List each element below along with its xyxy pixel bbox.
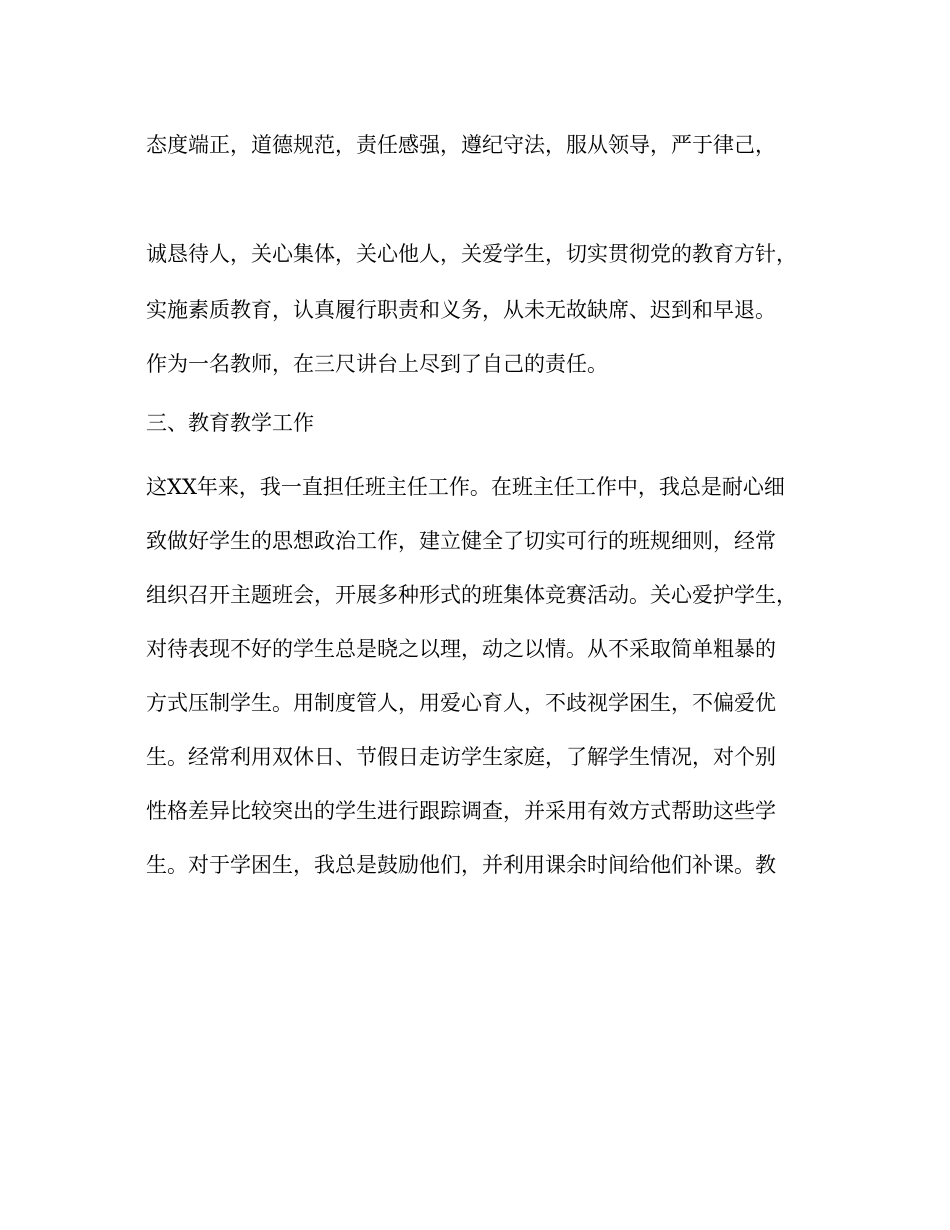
section-heading: 三、教育教学工作 [146,411,314,435]
text-line: 组织召开主题班会，开展多种形式的班集体竞赛活动。关心爱护学生， [146,583,797,607]
text-line: 态度端正，道德规范，责任感强，遵纪守法，服从领导，严于律己， [146,133,776,157]
text-line: 致做好学生的思想政治工作，建立健全了切实可行的班规细则，经常 [146,529,776,553]
text-line: 对待表现不好的学生总是晓之以理，动之以情。从不采取简单粗暴的 [146,637,776,661]
text-line: 生。对于学困生，我总是鼓励他们，并利用课余时间给他们补课。教 [146,853,776,877]
text-line: 生。经常利用双休日、节假日走访学生家庭，了解学生情况，对个别 [146,745,776,769]
text-line: 诚恳待人，关心集体，关心他人，关爱学生，切实贯彻党的教育方针， [146,242,797,266]
text-line: 实施素质教育，认真履行职责和义务，从未无故缺席、迟到和早退。 [146,298,776,322]
text-line: 作为一名教师，在三尺讲台上尽到了自己的责任。 [146,352,608,376]
text-line: 方式压制学生。用制度管人，用爱心育人，不歧视学困生，不偏爱优 [146,691,776,715]
text-line: 这XX年来，我一直担任班主任工作。在班主任工作中，我总是耐心细 [146,475,785,499]
text-line: 性格差异比较突出的学生进行跟踪调查，并采用有效方式帮助这些学 [146,799,776,823]
